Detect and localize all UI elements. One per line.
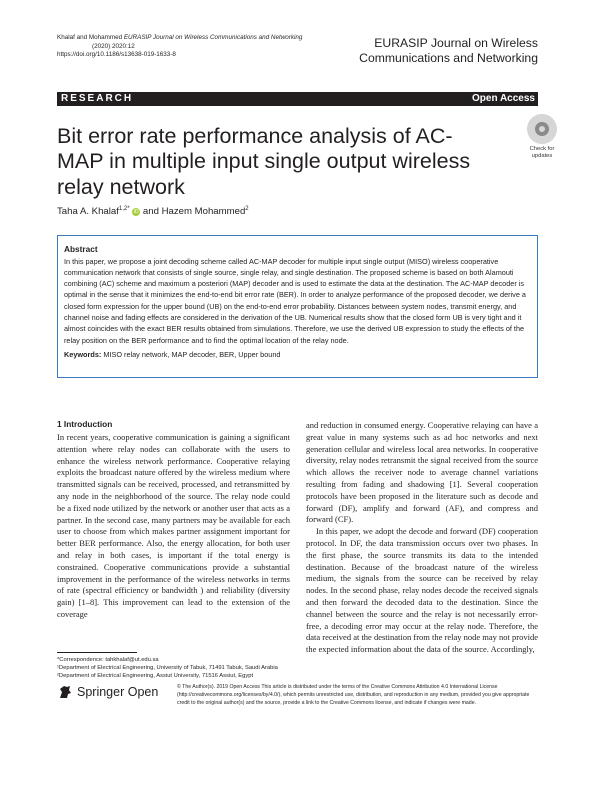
- license-statement: © The Author(s). 2019 Open Access This article is distributed under the terms of the Creative Commons Attribution 4.0 International License (http://creativecommons.org/licenses/by/4.0/), which permits unrestricted use, distribution, and reproduction in any medium, provided you give appropriate credit to the original author(s) and the source, provide a link to the Creative Commons license, and indicate if changes were made.: [177, 684, 530, 706]
- orcid-icon[interactable]: iD: [133, 208, 139, 215]
- intro-paragraph-3: In this paper, we adopt the decode and forward (DF) cooperation protocol. In DF, the data transmission occurs over two phases. In the first phase, the source transmits its data to the intended destination. Because of the broadcast nature of the wireless medium, the signals from the source can be received by relay nodes. In the second phase, relay nodes decode the received signals and then forward the decoded data to the destination. Since the channel between the source and the relay is not necessarily error-free, a decoding error may occur at the relay node. Therefore, the data received at the destination from the relay node may not provide the expected information about the data of the source. Accordingly,: [306, 526, 539, 655]
- check-for-updates-icon: [527, 114, 557, 144]
- intro-paragraph-2: and reduction in consumed energy. Cooperative relaying can have a great value in many systems such as ad hoc networks and next generation cellular and wireless local area networks. In cooperative diversity, relay nodes retransmit the signal received from the source which allows the receiver node to average channel variations resulting from fading and shadowing [1]. Several cooperation protocols have been proposed in the literature such as decode and forward (DF), amplify and forward (AF), and compress and forward (CF).: [306, 420, 538, 525]
- springer-horse-icon: [57, 684, 73, 700]
- author-list: [57, 206, 249, 217]
- article-type: RESEARCH: [61, 93, 134, 104]
- body-column-left: [57, 432, 290, 621]
- article-type-banner: [57, 92, 538, 106]
- running-header: [57, 34, 307, 60]
- doi-link[interactable]: https://doi.org/10.1186/s13638-019-1633-8: [57, 51, 176, 59]
- abstract-box: [57, 235, 538, 378]
- check-for-updates-badge[interactable]: [523, 114, 561, 159]
- footnotes: [57, 656, 287, 680]
- abstract-text: In this paper, we propose a joint decoding scheme called AC-MAP decoder for multiple input single output (MISO) wireless cooperative communication network that consists of single source, single relay, and single destination. The proposed scheme is based on both Alamouti combining (AC) scheme and maximum a posteriori (MAP) decoder and is used to estimate the data at the destination. The AC-MAP decoder is optimal in the sense that it minimizes the end-to-end bit error rate (BER). In order to analyze performance of the proposed decoder, we derive a closed form expression for the upper bound (UB) on the end-to-end error probability. Distances between system nodes, transmit energy, and channel noise and fading effects are considered in the derivation of the UB. Numerical results show that the closed form UB is very tight and it almost coincides with the exact BER results obtained from simulations. Therefore, we use the derived UB expression to study the effects of the relay position on the BER performance and to find the optimal location of the relay node.: [64, 256, 526, 345]
- journal-name-line1: EURASIP Journal on Wireless: [374, 36, 538, 50]
- citation-authors: Khalaf and Mohammed: [57, 34, 123, 41]
- journal-name-line2: Communications and Networking: [359, 50, 538, 65]
- author-2-affiliation: 2: [245, 206, 249, 212]
- author-1: Taha A. Khalaf: [57, 206, 119, 218]
- keywords: [64, 350, 531, 359]
- journal-name: [359, 36, 538, 65]
- publisher-logo: [57, 684, 158, 700]
- footnote-divider: [57, 652, 137, 653]
- keywords-list: MISO relay network, MAP decoder, BER, Upper bound: [103, 349, 281, 359]
- open-access-label: Open Access: [472, 93, 535, 104]
- intro-paragraph-1: In recent years, cooperative communication is gaining a significant attention where relay nodes can collaborate with the users to enhance the wireless network performance. Cooperative relaying exploits the broadcast nature offered by the wireless medium where transmitted signals can be received, processed, and retransmitted by any node in the neighborhood of the source. The relay node could be a fixed node utilized by the network or another user that acts as a partner. In the second case, many partners may be available for each user to choose from which makes partner assignment important for better BER performance. Also, the energy allocation, for both user and relay in both cases, is important if the total energy is constrained. Cooperative communications provide a substantial improvement in the performance of the wireless networks in terms of rate (spectral efficiency or bandwidth ) and reliability (diversity gain) [1–8]. This improvement can lead to the extension of the coverage: [57, 432, 290, 619]
- publisher-name: Springer Open: [77, 685, 159, 699]
- abstract-heading: Abstract: [64, 244, 98, 254]
- author-1-affiliation: 1,2*: [118, 206, 130, 212]
- body-column-right: [306, 420, 538, 656]
- section-heading-introduction: 1 Introduction: [57, 419, 113, 429]
- citation-year: (2020) 2020:12: [92, 42, 135, 50]
- affiliation-2: ²Department of Electrical Engineering, Assiut University, 71516 Assiut, Egypt: [57, 673, 254, 679]
- correspondence-note[interactable]: *Correspondence: tahkhalaf@ut.edu.sa: [57, 657, 159, 663]
- paper-title: Bit error rate performance analysis of AC-MAP in multiple input single output wireless relay network: [57, 124, 471, 199]
- affiliation-1: ¹Department of Electrical Engineering, University of Tabuk, 71491 Tabuk, Saudi Arabia: [57, 665, 278, 671]
- check-for-updates-label: Check for updates: [529, 146, 555, 159]
- citation-journal: EURASIP Journal on Wireless Communications and Networking: [123, 34, 303, 41]
- author-2: and Hazem Mohammed: [142, 206, 246, 218]
- keywords-label: Keywords:: [64, 349, 102, 359]
